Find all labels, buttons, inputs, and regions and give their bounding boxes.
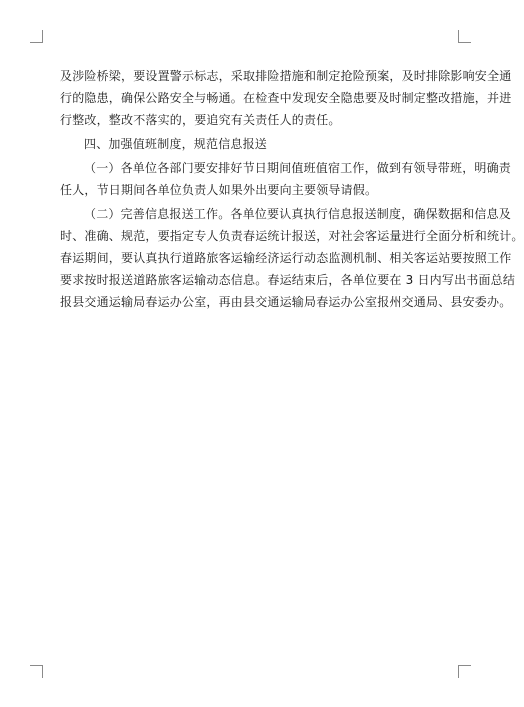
text-line: 及涉险桥梁，要设置警示标志，采取排险措施和制定抢险预案，及时排除影响安全通: [60, 69, 512, 83]
section-heading: [60, 133, 444, 155]
text-line: 时、准确、规范，要指定专人负责春运统计报送，对社会客运量进行全面分析和统计。: [60, 229, 524, 243]
document-body: [60, 65, 524, 313]
text-line: 要求按时报送道路旅客运输动态信息。春运结束后，各单位要在 3 日内写出书面总结: [60, 273, 516, 287]
text-line: （一）各单位各部门要安排好节日期间值班值宿工作，做到有领导带班，明确责: [84, 161, 512, 175]
text-line: （二）完善信息报送工作。各单位要认真执行信息报送制度，确保数据和信息及: [84, 207, 512, 221]
crop-mark-top-right: [458, 30, 471, 43]
heading-line: 四、加强值班制度，规范信息报送: [84, 137, 268, 151]
text-line: 报县交通运输局春运办公室，再由县交通运输局春运办公室报州交通局、县安委办。: [60, 295, 512, 309]
paragraph-reporting: [60, 203, 524, 313]
text-line: 任人，节日期间各单位负责人如果外出要向主要领导请假。: [60, 183, 378, 197]
paragraph-duty: [60, 157, 512, 201]
text-line: 春运期间，要认真执行道路旅客运输经济运行动态监测机制、相关客运站要按照工作: [60, 251, 512, 265]
text-line: 行的隐患，确保公路安全与畅通。在检查中发现安全隐患要及时制定整改措施，并进: [60, 91, 512, 105]
crop-mark-bottom-left: [30, 665, 43, 678]
crop-mark-top-left: [30, 30, 43, 43]
crop-mark-bottom-right: [458, 665, 471, 678]
text-line: 行整改，整改不落实的，要追究有关责任人的责任。: [60, 113, 341, 127]
paragraph-1: [60, 65, 512, 131]
